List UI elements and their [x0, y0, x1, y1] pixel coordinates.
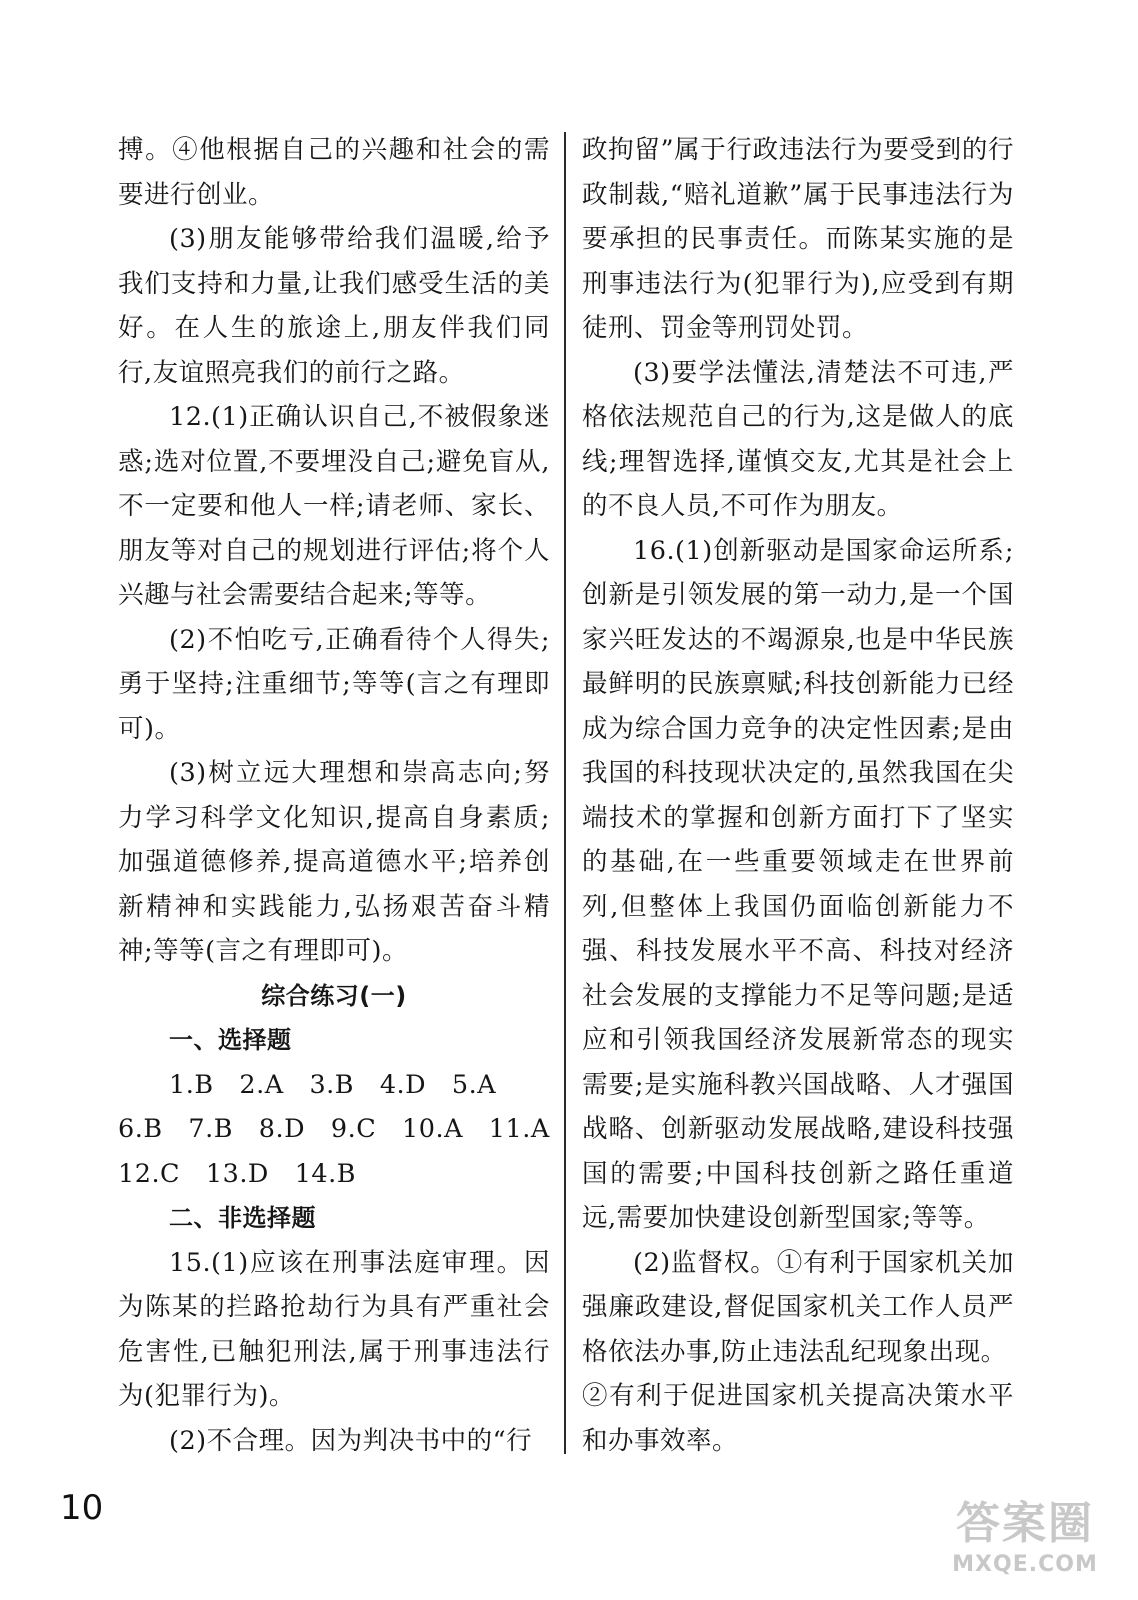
paragraph: 搏。④他根据自己的兴趣和社会的需要进行创业。: [118, 135, 550, 210]
answer-key-line: 6.B 7.B 8.D 9.C 10.A 11.A: [118, 1114, 550, 1144]
page-number: 10: [60, 1488, 104, 1528]
watermark-logo: [940, 1496, 1110, 1586]
paragraph: 12.(1)正确认识自己,不被假象迷惑;选对位置,不要埋没自己;避免盲从,不一定要和他人一样;请老师、家长、朋友等对自己的规划进行评估;将个人兴趣与社会需要结合起来;等等。: [118, 402, 550, 610]
subsection-heading: 一、选择题: [169, 1026, 292, 1054]
paragraph: 政拘留”属于行政违法行为要受到的行政制裁,“赔礼道歉”属于民事违法行为要承担的民事责任。而陈某实施的是刑事违法行为(犯罪行为),应受到有期徒刑、罚金等刑罚处罚。: [582, 135, 1014, 343]
answer-key-line: 12.C 13.D 14.B: [118, 1158, 356, 1189]
right-column: [582, 128, 1014, 1463]
watermark-url: MXQE.COM: [952, 1552, 1098, 1577]
paragraph: (3)树立远大理想和崇高志向;努力学习科学文化知识,提高自身素质;加强道德修养,提高道德水平;培养创新精神和实践能力,弘扬艰苦奋斗精神;等等(言之有理即可)。: [118, 758, 550, 966]
paragraph: 15.(1)应该在刑事法庭审理。因为陈某的拦路抢劫行为具有严重社会危害性,已触犯刑法,属于刑事违法行为(犯罪行为)。: [118, 1247, 550, 1411]
paragraph: (2)不合理。因为判决书中的“行: [169, 1425, 533, 1456]
watermark-logo-text: 答案圈: [956, 1498, 1094, 1549]
paragraph: (2)不怕吃亏,正确看待个人得失;勇于坚持;注重细节;等等(言之有理即可)。: [118, 624, 550, 744]
section-heading: 综合练习(一): [261, 981, 407, 1010]
paragraph: ②有利于促进国家机关提高决策水平和办事效率。: [582, 1381, 1014, 1456]
subsection-heading: 二、非选择题: [169, 1204, 316, 1232]
left-column: [118, 128, 550, 1463]
paragraph: (3)要学法懂法,清楚法不可违,严格依法规范自己的行为,这是做人的底线;理智选择,谨慎交友,尤其是社会上的不良人员,不可作为朋友。: [582, 357, 1014, 521]
paragraph: (2)监督权。①有利于国家机关加强廉政建设,督促国家机关工作人员严格依法办事,防止违法乱纪现象出现。: [582, 1247, 1014, 1367]
paragraph: (3)朋友能够带给我们温暖,给予我们支持和力量,让我们感受生活的美好。在人生的旅途上,朋友伴我们同行,友谊照亮我们的前行之路。: [118, 224, 550, 388]
paragraph: 16.(1)创新驱动是国家命运所系;创新是引领发展的第一动力,是一个国家兴旺发达的不竭源泉,也是中华民族最鲜明的民族禀赋;科技创新能力已经成为综合国力竞争的决定性因素;是由我国的科技现状决定的,虽然我国在尖端技术的掌握和创新方面打下了坚实的基础,在一些重要领域走在世界前列,但整体上我国仍面临创新能力不强、科技发展水平不高、科技对经济社会发展的支撑能力不足等问题;是适应和引领我国经济发展新常态的现实需要;是实施科教兴国战略、人才强国战略、创新驱动发展战略,建设科技强国的需要;中国科技创新之路任重道远,需要加快建设创新型国家;等等。: [582, 535, 1014, 1233]
answer-key-line: 1.B 2.A 3.B 4.D 5.A: [169, 1069, 497, 1100]
column-divider: [564, 132, 566, 1454]
